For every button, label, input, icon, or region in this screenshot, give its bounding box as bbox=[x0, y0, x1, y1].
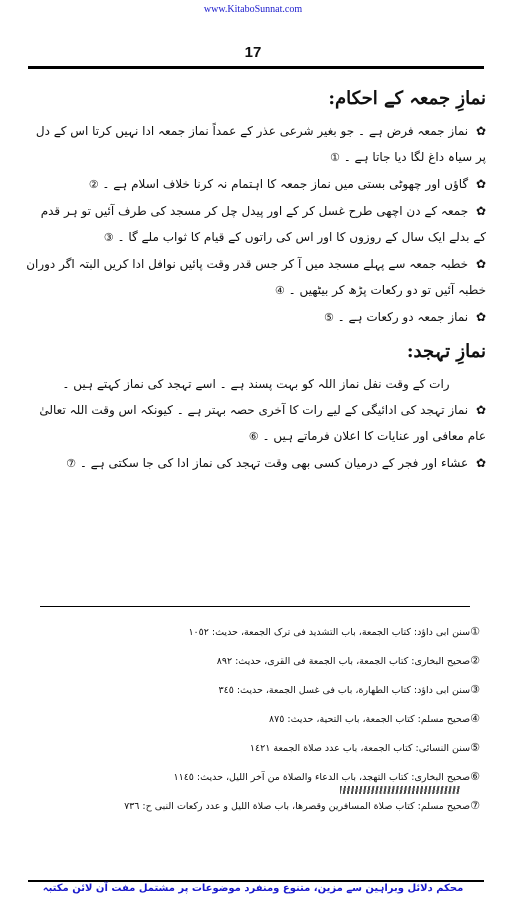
section-title-jumua: نمازِ جمعہ کے احکام: bbox=[328, 88, 486, 109]
list-item: ✿ نماز جمعہ دو رکعات ہے ۔ ⑤ bbox=[323, 310, 486, 324]
list-item: ✿ عشاء اور فجر کے درمیان کسی بھی وقت تہجد کی نماز ادا کی جا سکتی ہے ۔ ⑦ bbox=[66, 456, 486, 470]
footnote-item: ①سنن ابی داؤد: کتاب الجمعة، باب التشدید فی ترک الجمعة، حدیث: ١٠٥٢ bbox=[188, 625, 480, 638]
footer-text[interactable]: محکم دلائل وبراہین سے مزین، متنوع ومنفرد موضوعات پر مشتمل مفت آن لائن مکتبہ bbox=[42, 883, 464, 894]
flower-bullet-icon: ✿ bbox=[475, 257, 486, 271]
footnote-item: ⑤سنن النسائی: کتاب الجمعة، باب عدد صلاة الجمعة ١٤٢١ bbox=[249, 741, 480, 754]
scan-scratch bbox=[340, 786, 460, 794]
footnote-marker: ⑥ bbox=[248, 430, 259, 443]
footnote-marker: ⑤ bbox=[323, 311, 334, 324]
list-item: ✿ خطبہ جمعہ سے پہلے مسجد میں آ کر جس قدر وقت پائیں نوافل ادا کریں البتہ اگر دوران خطبہ آئیں تو دو رکعات پڑھ کر بیٹھیں ۔ ④ bbox=[26, 257, 486, 297]
footnote-item: ②صحیح البخاری: کتاب الجمعة، باب الجمعة فی القری، حدیث: ٨٩٢ bbox=[216, 654, 480, 667]
footnote-marker: ⑦ bbox=[66, 457, 76, 470]
list-item: ✿ نماز جمعہ فرض ہے ۔ جو بغیر شرعی عذر کے عمداً نماز جمعہ ادا نہیں کرتا اس کے دل پر سیاہ داغ لگا دیا جاتا ہے ۔ ① bbox=[35, 124, 486, 164]
flower-bullet-icon: ✿ bbox=[475, 456, 486, 470]
page-number: 17 bbox=[244, 44, 262, 61]
footnote-item: ⑦صحیح مسلم: کتاب صلاة المسافرین وقصرھا، باب صلاة اللیل و عدد رکعات النبی ح: ٧٣٦ bbox=[124, 799, 480, 812]
flower-bullet-icon: ✿ bbox=[475, 310, 486, 324]
flower-bullet-icon: ✿ bbox=[475, 403, 486, 417]
footer-rule bbox=[28, 880, 484, 882]
footnote-marker: ② bbox=[88, 178, 99, 191]
list-item: ✿ جمعہ کے دن اچھی طرح غسل کر کے اور پیدل چل کر مسجد کی طرف آئیں تو ہر قدم کے بدلے ایک سال کے روزوں کا اور اس کی راتوں کے قیام کا ثواب ملے گا ۔ ③ bbox=[40, 204, 486, 244]
footnote-item: ⑥صحیح البخاری: کتاب التھجد، باب الدعاء والصلاة من آخر اللیل، حدیث: ١١٤٥ bbox=[173, 770, 480, 783]
header-rule bbox=[28, 66, 484, 69]
footnote-marker: ① bbox=[329, 151, 340, 164]
list-item: ✿ گاؤں اور چھوٹی بستی میں نماز جمعہ کا اہتمام نہ کرنا خلاف اسلام ہے ۔ ② bbox=[88, 177, 486, 191]
flower-bullet-icon: ✿ bbox=[475, 124, 486, 138]
footnote-rule bbox=[40, 606, 470, 607]
flower-bullet-icon: ✿ bbox=[475, 177, 486, 191]
site-url[interactable]: www.KitaboSunnat.com bbox=[203, 4, 303, 15]
footnote-marker: ③ bbox=[103, 231, 114, 244]
flower-bullet-icon: ✿ bbox=[475, 204, 486, 218]
section-intro: رات کے وقت نفل نماز اللہ کو بہت پسند ہے ۔ اسے تہجد کی نماز کہتے ہیں ۔ bbox=[62, 377, 450, 391]
footnote-item: ③سنن ابی داؤد: کتاب الطھارة، باب فی غسل الجمعة، حدیث: ٣٤٥ bbox=[218, 683, 480, 696]
section-title-tahajjud: نمازِ تہجد: bbox=[406, 341, 486, 362]
main-content bbox=[26, 86, 486, 477]
footnote-marker: ④ bbox=[274, 284, 285, 297]
footnote-item: ④صحیح مسلم: کتاب الجمعة، باب التحیة، حدیث: ٨٧٥ bbox=[269, 712, 480, 725]
list-item: ✿ نماز تہجد کی ادائیگی کے لیے رات کا آخری حصہ بہتر ہے ۔ کیونکہ اس وقت اللہ تعالیٰ عام معافی اور عنایات کا اعلان فرماتے ہیں ۔ ⑥ bbox=[39, 403, 486, 443]
